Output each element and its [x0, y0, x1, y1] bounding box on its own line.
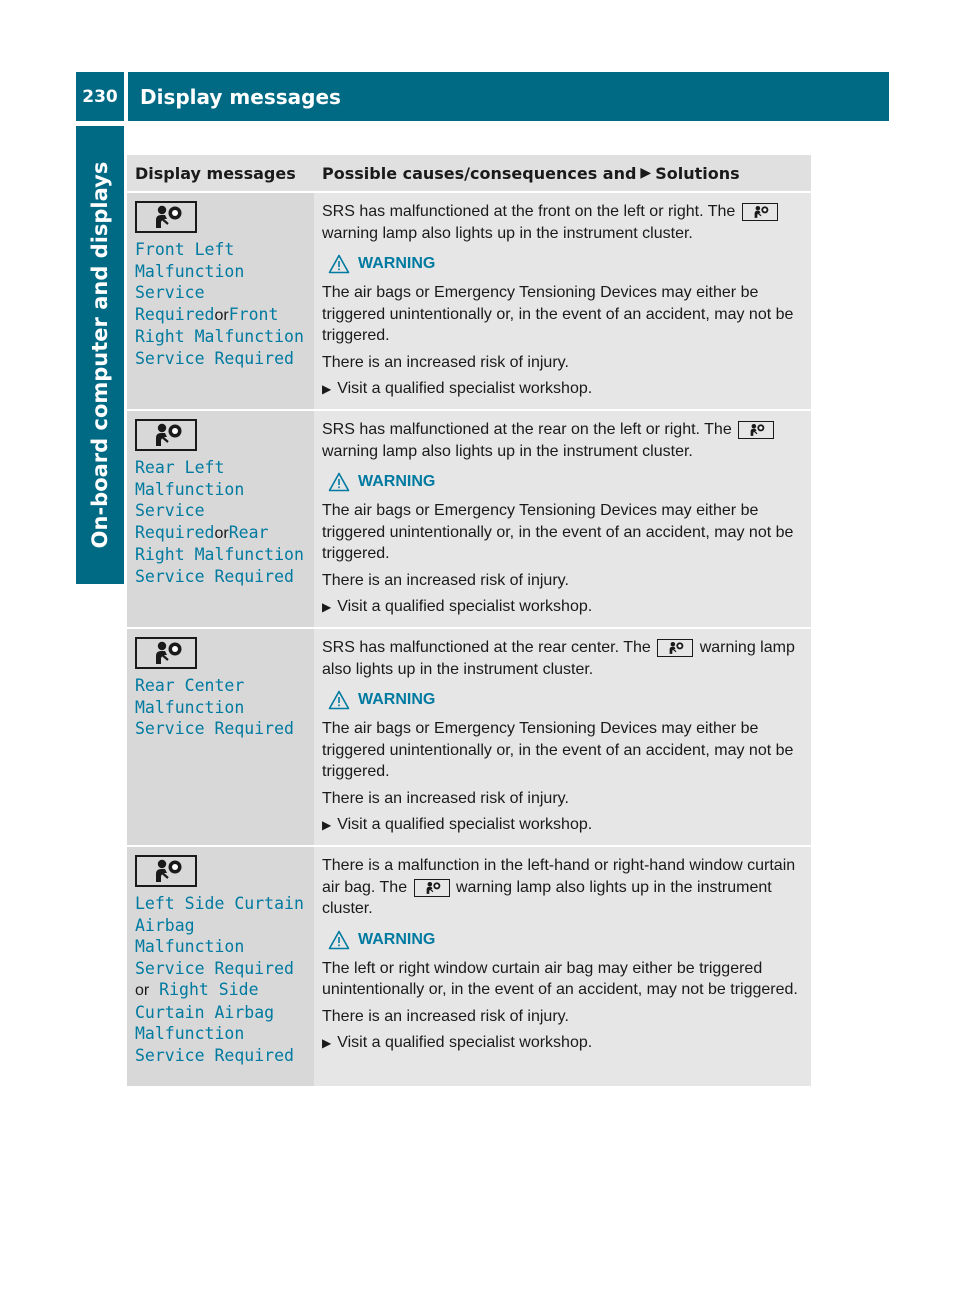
warning-triangle-icon — [328, 254, 350, 274]
message-fragment: Required — [135, 304, 215, 324]
table-header — [127, 155, 811, 191]
warning-label: WARNING — [358, 930, 436, 948]
action-text: Visit a qualified specialist workshop. — [337, 598, 593, 615]
message-cell — [127, 411, 314, 627]
airbag-warning-icon — [135, 201, 197, 233]
message-fragment: Rear — [228, 522, 269, 542]
cause-text-end: warning lamp also lights up in the instrument cluster. — [322, 878, 772, 917]
airbag-warning-icon — [738, 421, 774, 439]
warning-label: WARNING — [358, 473, 436, 490]
cause-text — [322, 419, 805, 462]
column-header-causes-text: Possible causes/consequences and — [322, 163, 637, 183]
action-text: Visit a qualified specialist workshop. — [337, 816, 593, 833]
cause-text-end: warning lamp also lights up in the instrument cluster. — [322, 442, 693, 460]
airbag-warning-icon — [414, 879, 450, 897]
message-fragment: Front — [228, 304, 279, 324]
message-line: Front Left — [135, 240, 235, 259]
message-line: Airbag Malfunction — [135, 915, 245, 956]
column-header-causes — [314, 155, 811, 191]
message-line: Malfunction — [135, 479, 245, 499]
message-line — [135, 979, 308, 1002]
warning-heading — [328, 472, 805, 492]
message-line — [135, 304, 308, 327]
message-line: Service Required — [135, 958, 294, 978]
page-title: Display messages — [128, 72, 889, 121]
column-header-messages: Display messages — [135, 163, 296, 183]
table-row — [127, 409, 811, 627]
warning-triangle-icon — [328, 690, 350, 710]
table-row — [127, 191, 811, 409]
warning-triangle-icon — [328, 930, 350, 950]
cause-text-start: SRS has malfunctioned at the rear center. The — [322, 639, 651, 656]
action-text: Visit a qualified specialist workshop. — [337, 380, 593, 397]
airbag-warning-icon — [135, 419, 197, 451]
warning-label: WARNING — [358, 691, 436, 708]
or-text: or — [135, 982, 150, 999]
airbag-warning-icon — [742, 203, 778, 221]
arrow-right-icon: ▶ — [322, 818, 332, 832]
message-line: Malfunction — [135, 1024, 245, 1043]
message-line: Service Required — [135, 1045, 294, 1065]
airbag-warning-icon — [657, 639, 693, 657]
risk-text: There is an increased risk of injury. — [322, 1007, 569, 1025]
solution-cell — [314, 629, 811, 845]
display-messages-table — [127, 155, 811, 1086]
message-line: Service Required — [135, 719, 294, 738]
cause-text-start: SRS has malfunctioned at the rear on the left or right. The — [322, 421, 732, 438]
warning-heading — [328, 930, 805, 950]
arrow-right-icon: ▶ — [322, 382, 332, 396]
message-line: Malfunction — [135, 261, 245, 281]
message-cell — [127, 847, 314, 1086]
warning-text: The air bags or Emergency Tensioning Devices may either be triggered unintentionally or, in the event of an accident, may not be triggered. — [322, 284, 794, 344]
arrow-right-icon: ▶ — [322, 600, 332, 614]
risk-text: There is an increased risk of injury. — [322, 789, 569, 807]
action-item — [322, 378, 805, 401]
message-line: Left Side Curtain — [135, 894, 304, 913]
cause-text — [322, 201, 805, 244]
cause-text-start: There is a malfunction in the left-hand or right-hand window curtain air bag. The — [322, 857, 796, 896]
action-item — [322, 596, 805, 619]
cause-text — [322, 637, 805, 680]
or-text: or — [214, 306, 229, 324]
airbag-warning-icon — [135, 637, 197, 669]
message-line: Rear Left — [135, 458, 225, 477]
side-tab-label: On-board computer and displays — [88, 161, 112, 549]
message-line: Right Malfunction — [135, 327, 304, 346]
page-number: 230 — [76, 72, 124, 121]
warning-text: The air bags or Emergency Tensioning Devices may either be triggered unintentionally or, in the event of an accident, may not be triggered. — [322, 720, 794, 780]
solution-cell — [314, 411, 811, 627]
table-row — [127, 627, 811, 845]
side-tab — [76, 126, 124, 584]
warning-heading — [328, 690, 805, 710]
message-cell — [127, 193, 314, 409]
or-text: or — [214, 524, 229, 542]
message-line — [135, 522, 308, 545]
cause-text-end: warning lamp also lights up in the instrument cluster. — [322, 639, 795, 678]
action-text: Visit a qualified specialist workshop. — [337, 1034, 593, 1051]
message-line: Rear Center — [135, 676, 245, 695]
message-line: Curtain Airbag — [135, 1002, 275, 1022]
solution-cell — [314, 847, 811, 1086]
arrow-right-icon: ▶ — [322, 1036, 332, 1050]
warning-triangle-icon — [328, 472, 350, 492]
message-fragment: Required — [135, 522, 215, 542]
message-line: Right Malfunction — [135, 545, 304, 564]
risk-text: There is an increased risk of injury. — [322, 571, 569, 589]
arrow-right-icon: ▶ — [640, 165, 652, 181]
action-item — [322, 1032, 805, 1055]
message-line: Service Required — [135, 566, 294, 586]
message-line: Service — [135, 283, 205, 302]
message-cell — [127, 629, 314, 845]
message-line: Malfunction — [135, 697, 245, 717]
message-fragment: Right Side — [159, 980, 259, 999]
message-line: Service — [135, 501, 205, 520]
message-line: Service Required — [135, 348, 294, 368]
table-row — [127, 845, 811, 1086]
warning-text: The air bags or Emergency Tensioning Devices may either be triggered unintentionally or, in the event of an accident, may not be triggered. — [322, 502, 794, 562]
cause-text-end: warning lamp also lights up in the instrument cluster. — [322, 224, 693, 242]
action-item — [322, 814, 805, 837]
warning-heading — [328, 254, 805, 274]
risk-text: There is an increased risk of injury. — [322, 353, 569, 371]
airbag-warning-icon — [135, 855, 197, 887]
cause-text — [322, 855, 805, 920]
cause-text-start: SRS has malfunctioned at the front on the left or right. The — [322, 203, 736, 220]
warning-text: The left or right window curtain air bag may either be triggered unintentionally or, in the event of an accident, may not be triggered. — [322, 959, 798, 998]
solution-cell — [314, 193, 811, 409]
warning-label: WARNING — [358, 255, 436, 272]
column-header-solutions-text: Solutions — [655, 163, 740, 183]
